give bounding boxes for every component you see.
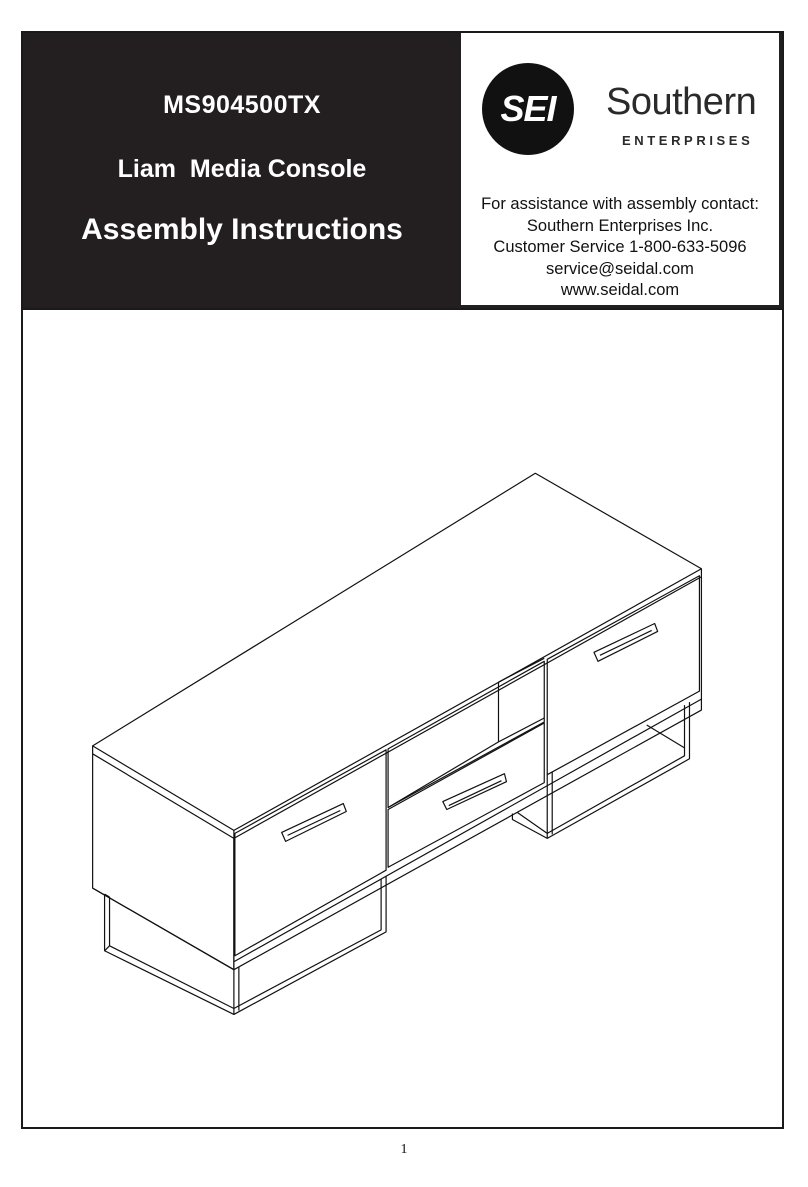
open-shelf (388, 661, 544, 807)
right-leg-frame (512, 702, 689, 838)
contact-email: service@seidal.com (546, 259, 694, 278)
product-name: Liam Media Console (117, 155, 367, 183)
model-number: MS904500TX (163, 91, 321, 119)
header (23, 33, 782, 308)
console-left-side (93, 754, 234, 970)
left-leg-frame (105, 876, 387, 1014)
contact-website: www.seidal.com (560, 281, 680, 300)
drawer-handle (443, 774, 507, 810)
contact-line: For assistance with assembly contact: (481, 195, 759, 213)
contact-company: Southern Enterprises Inc. (526, 216, 714, 235)
sei-logo-icon (482, 63, 574, 155)
contact-info (461, 194, 779, 302)
title-block (23, 33, 461, 308)
console-front (234, 577, 702, 970)
cover-frame (21, 31, 784, 1129)
contact-phone: Customer Service 1-800-633-5096 (493, 238, 747, 257)
brand-subtitle: ENTERPRISES (622, 133, 754, 148)
media-console-illustration (23, 310, 782, 1127)
page-number: 1 (400, 1142, 408, 1157)
right-door (547, 576, 699, 775)
right-door-handle (594, 624, 658, 662)
console-top (93, 473, 702, 830)
left-door (235, 750, 386, 956)
brand-name: Southern (606, 81, 757, 123)
logo-text: SEI (500, 88, 556, 129)
document-title: Assembly Instructions (81, 213, 403, 246)
left-door-handle (282, 804, 347, 842)
brand-block (461, 33, 782, 308)
